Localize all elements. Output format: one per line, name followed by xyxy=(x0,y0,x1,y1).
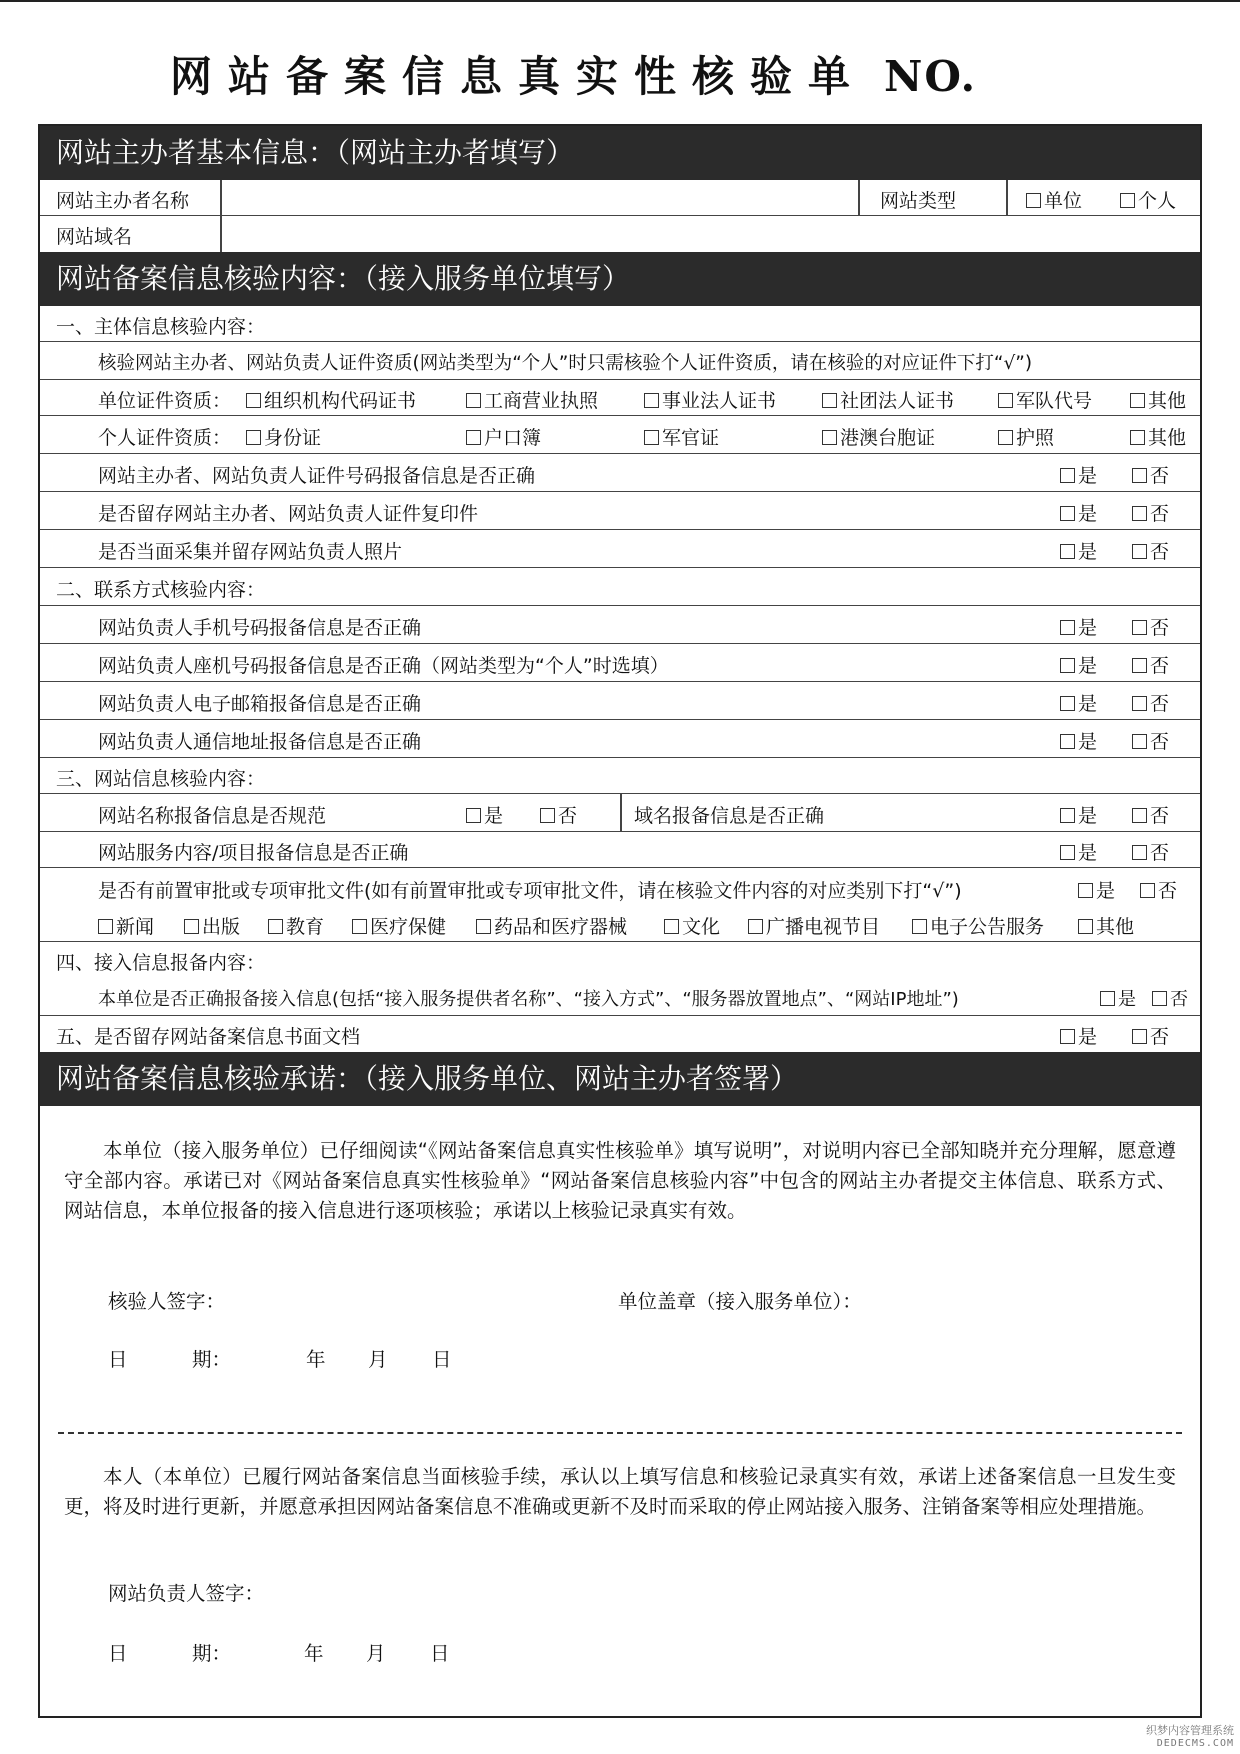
part1-instruction-row xyxy=(40,342,1200,380)
part4-heading: 四、接入信息报备内容： xyxy=(56,952,266,974)
checkbox[interactable] xyxy=(1060,620,1075,635)
part3-heading-row xyxy=(40,758,1200,794)
checkbox[interactable] xyxy=(246,430,261,445)
no-option[interactable] xyxy=(1132,537,1169,564)
option-label: 身份证 xyxy=(264,427,322,449)
part3-q1-row xyxy=(40,794,1200,832)
row-domain xyxy=(40,216,1200,252)
checkbox[interactable] xyxy=(268,919,283,934)
no-label: 否 xyxy=(1150,617,1170,639)
commitment-paragraph-unit: 本单位（接入服务单位）已仔细阅读“《网站备案信息真实性核验单》填写说明”，对说明内容已全部知晓并充分理解，愿意遵守全部内容。承诺已对《网站备案信息真实性核验单》“网站备案信息核验内容”中包含的网站主办者提交主体信息、联系方式、网站信息，本单位报备的接入信息进行逐项核验；承诺以上核验记录真实有效。 xyxy=(64,1139,1176,1222)
yes-label: 是 xyxy=(1078,655,1098,677)
title-text: 网站备案信息真实性核验单 xyxy=(170,52,867,101)
checkbox[interactable] xyxy=(1026,193,1041,208)
checkbox[interactable] xyxy=(1060,1029,1075,1044)
watermark xyxy=(1146,1724,1234,1750)
yes-option[interactable] xyxy=(1060,537,1097,564)
checkbox[interactable] xyxy=(466,430,481,445)
part3-heading: 三、网站信息核验内容： xyxy=(56,768,266,790)
unit-seal-label: 单位盖章（接入服务单位）： xyxy=(618,1290,862,1313)
question-text: 网站负责人电子邮箱报备信息是否正确 xyxy=(98,693,422,715)
option-label: 广播电视节目 xyxy=(766,916,881,938)
checkbox[interactable] xyxy=(466,393,481,408)
option-label: 电子公告服务 xyxy=(930,916,1045,938)
unit-cert-option[interactable] xyxy=(246,386,416,413)
part4-q1-row xyxy=(40,978,1200,1016)
top-border-line xyxy=(0,0,1240,2)
unit-cert-option[interactable] xyxy=(998,386,1092,413)
personal-cert-option[interactable] xyxy=(644,423,719,450)
yes-option[interactable] xyxy=(1078,876,1115,903)
option-label: 组织机构代码证书 xyxy=(264,390,417,412)
checkbox[interactable] xyxy=(1060,468,1075,483)
checkbox[interactable] xyxy=(246,393,261,408)
yes-label: 是 xyxy=(1096,880,1116,902)
commitment-paragraph-owner: 本人（本单位）已履行网站备案信息当面核验手续，承认以上填写信息和核验记录真实有效，承诺上述备案信息一旦发生变更，将及时进行更新，并愿意承担因网站备案信息不准确或更新不及时而采取的停止网站接入服务、注销备案等相应处理措施。 xyxy=(64,1465,1176,1518)
option-label: 医疗保健 xyxy=(370,916,447,938)
checkbox[interactable] xyxy=(1060,506,1075,521)
checkbox[interactable] xyxy=(998,393,1013,408)
owner-name-label: 网站主办者名称 xyxy=(56,190,190,212)
title-number-label: NO. xyxy=(884,52,978,101)
checkbox[interactable] xyxy=(1132,808,1147,823)
yes-option[interactable] xyxy=(1100,985,1136,1011)
watermark-line2: DEDECMS.COM xyxy=(1156,1738,1234,1749)
owner-name-field[interactable] xyxy=(222,180,858,214)
checkbox[interactable] xyxy=(1140,883,1155,898)
yes-label: 是 xyxy=(1078,693,1098,715)
divider xyxy=(1006,180,1008,216)
checkbox[interactable] xyxy=(998,430,1013,445)
site-type-unit-option[interactable] xyxy=(1026,186,1082,213)
part1-q1-row xyxy=(40,454,1200,492)
no-option[interactable] xyxy=(1132,613,1169,640)
checkbox[interactable] xyxy=(1132,506,1147,521)
no-option[interactable] xyxy=(1132,727,1169,754)
part1-heading-row xyxy=(40,306,1200,342)
site-type-personal-option[interactable] xyxy=(1120,186,1176,213)
year-label: 年 xyxy=(306,1348,326,1371)
checkbox[interactable] xyxy=(1060,658,1075,673)
question-text: 是否当面采集并留存网站负责人照片 xyxy=(98,541,403,563)
checkbox[interactable] xyxy=(912,919,927,934)
watermark-line1: 织梦内容管理系统 xyxy=(1146,1724,1234,1737)
no-label: 否 xyxy=(1170,989,1188,1010)
checkbox[interactable] xyxy=(1132,1029,1147,1044)
part1-instruction: 核验网站主办者、网站负责人证件资质(网站类型为“个人”时只需核验个人证件资质，请在核验的对应证件下打“√”) xyxy=(98,353,1033,374)
part1-q3-row xyxy=(40,530,1200,568)
yes-option[interactable] xyxy=(1060,838,1097,865)
owner-signature-label: 网站负责人签字： xyxy=(108,1582,265,1605)
category-option[interactable] xyxy=(912,912,1044,939)
personal-cert-option[interactable] xyxy=(822,423,935,450)
owner-signature-field[interactable] xyxy=(276,1572,676,1608)
personal-cert-label: 个人证件资质： xyxy=(98,427,232,449)
checkbox[interactable] xyxy=(1078,883,1093,898)
personal-cert-row xyxy=(40,416,1200,454)
domain-field[interactable] xyxy=(222,216,1200,252)
no-label: 否 xyxy=(1150,541,1170,563)
personal-cert-option[interactable] xyxy=(998,423,1054,450)
checkbox[interactable] xyxy=(644,430,659,445)
checkbox[interactable] xyxy=(1132,734,1147,749)
checkbox[interactable] xyxy=(1132,658,1147,673)
date-label: 期： xyxy=(192,1348,232,1371)
part1-heading: 一、主体信息核验内容： xyxy=(56,316,266,338)
part4-heading-row xyxy=(40,942,1200,978)
date-label: 日 xyxy=(108,1642,128,1665)
option-label: 文化 xyxy=(682,916,721,938)
no-label: 否 xyxy=(1150,842,1170,864)
question-text: 网站名称报备信息是否规范 xyxy=(98,805,327,827)
no-option[interactable] xyxy=(1132,651,1169,678)
question-text: 网站负责人座机号码报备信息是否正确（网站类型为“个人”时选填） xyxy=(98,655,669,677)
section-header-basic-info: 网站主办者基本信息：（网站主办者填写） xyxy=(40,126,1200,180)
checkbox[interactable] xyxy=(1132,845,1147,860)
category-option[interactable] xyxy=(664,912,720,939)
part3-q3-row xyxy=(40,832,1200,868)
yes-option[interactable] xyxy=(1060,613,1097,640)
date-label: 期： xyxy=(192,1642,232,1665)
no-label: 否 xyxy=(1150,731,1170,753)
checkbox[interactable] xyxy=(644,393,659,408)
unit-cert-option[interactable] xyxy=(822,386,954,413)
no-option[interactable] xyxy=(1152,985,1188,1011)
checkbox[interactable] xyxy=(352,919,367,934)
option-label: 军官证 xyxy=(662,427,720,449)
no-label: 否 xyxy=(1150,465,1170,487)
checkbox[interactable] xyxy=(466,808,481,823)
part5-heading: 五、是否留存网站备案信息书面文档 xyxy=(56,1026,361,1048)
yes-label: 是 xyxy=(1078,503,1098,525)
divider xyxy=(620,794,622,832)
category-option[interactable] xyxy=(98,912,154,939)
checkbox[interactable] xyxy=(664,919,679,934)
no-option[interactable] xyxy=(1140,876,1177,903)
yes-option[interactable] xyxy=(1060,1022,1097,1049)
checkbox[interactable] xyxy=(1078,919,1093,934)
part2-q2-row xyxy=(40,644,1200,682)
option-label: 护照 xyxy=(1016,427,1055,449)
no-label: 否 xyxy=(1150,1026,1170,1048)
question-text: 网站负责人通信地址报备信息是否正确 xyxy=(98,731,422,753)
yes-label: 是 xyxy=(1078,1026,1098,1048)
checkbox[interactable] xyxy=(1120,193,1135,208)
option-label: 社团法人证书 xyxy=(840,390,955,412)
checkbox[interactable] xyxy=(98,919,113,934)
part2-q3-row xyxy=(40,682,1200,720)
checkbox[interactable] xyxy=(822,430,837,445)
no-label: 否 xyxy=(1150,655,1170,677)
checkbox[interactable] xyxy=(1060,696,1075,711)
year-label: 年 xyxy=(304,1642,324,1665)
option-label: 教育 xyxy=(286,916,325,938)
page-title xyxy=(170,44,977,104)
site-type-label: 网站类型 xyxy=(880,190,957,212)
question-text: 网站负责人手机号码报备信息是否正确 xyxy=(98,617,422,639)
checkbox[interactable] xyxy=(1132,696,1147,711)
domain-label: 网站域名 xyxy=(56,226,133,248)
yes-option[interactable] xyxy=(1060,499,1097,526)
part1-q2-row xyxy=(40,492,1200,530)
option-label: 新闻 xyxy=(116,916,155,938)
yes-option[interactable] xyxy=(1060,461,1097,488)
checkbox[interactable] xyxy=(1132,468,1147,483)
no-option[interactable] xyxy=(1132,499,1169,526)
yes-label: 是 xyxy=(1078,617,1098,639)
part3-q4-row xyxy=(40,868,1200,942)
yes-label: 是 xyxy=(1078,541,1098,563)
checkbox[interactable] xyxy=(1130,393,1145,408)
no-label: 否 xyxy=(1158,880,1178,902)
unit-cert-option[interactable] xyxy=(466,386,598,413)
row-owner-name xyxy=(40,180,1200,216)
checkbox[interactable] xyxy=(476,919,491,934)
part2-heading-row xyxy=(40,568,1200,606)
checkbox[interactable] xyxy=(1060,734,1075,749)
checkbox[interactable] xyxy=(1060,808,1075,823)
yes-option[interactable] xyxy=(1060,801,1097,828)
unit-cert-row xyxy=(40,380,1200,416)
category-option[interactable] xyxy=(352,912,446,939)
checkbox[interactable] xyxy=(1100,991,1115,1006)
part5-row xyxy=(40,1016,1200,1052)
question-text: 本单位是否正确报备接入信息(包括“接入服务提供者名称”、“接入方式”、“服务器放置地点”、“网站IP地址”) xyxy=(98,989,959,1010)
yes-label: 是 xyxy=(1118,989,1136,1010)
personal-cert-option[interactable] xyxy=(466,423,541,450)
option-label: 药品和医疗器械 xyxy=(494,916,628,938)
no-option[interactable] xyxy=(1132,461,1169,488)
site-type-personal-label: 个人 xyxy=(1138,190,1177,212)
option-label: 其他 xyxy=(1148,390,1187,412)
yes-option[interactable] xyxy=(466,801,503,828)
yes-label: 是 xyxy=(484,805,504,827)
option-label: 工商营业执照 xyxy=(484,390,599,412)
part2-q1-row xyxy=(40,606,1200,644)
yes-option[interactable] xyxy=(1060,689,1097,716)
option-label: 户口簿 xyxy=(484,427,542,449)
option-label: 军队代号 xyxy=(1016,390,1093,412)
personal-cert-option[interactable] xyxy=(1130,423,1186,450)
part2-heading: 二、联系方式核验内容： xyxy=(56,579,266,601)
yes-label: 是 xyxy=(1078,805,1098,827)
category-option[interactable] xyxy=(476,912,627,939)
no-label: 否 xyxy=(1150,503,1170,525)
no-option[interactable] xyxy=(540,801,577,828)
personal-cert-option[interactable] xyxy=(246,423,321,450)
yes-label: 是 xyxy=(1078,731,1098,753)
checkbox[interactable] xyxy=(1152,991,1167,1006)
checkbox[interactable] xyxy=(1132,620,1147,635)
section-header-verification: 网站备案信息核验内容：（接入服务单位填写） xyxy=(40,252,1200,306)
unit-cert-option[interactable] xyxy=(644,386,776,413)
no-label: 否 xyxy=(1150,805,1170,827)
yes-label: 是 xyxy=(1078,465,1098,487)
unit-cert-label: 单位证件资质： xyxy=(98,390,232,412)
verifier-signature-label: 核验人签字： xyxy=(108,1290,226,1313)
category-option[interactable] xyxy=(268,912,324,939)
date-label: 日 xyxy=(108,1348,128,1371)
unit-seal-field[interactable] xyxy=(880,1280,1180,1316)
option-label: 出版 xyxy=(202,916,241,938)
category-option[interactable] xyxy=(184,912,240,939)
option-label: 事业法人证书 xyxy=(662,390,777,412)
checkbox[interactable] xyxy=(748,919,763,934)
part2-q4-row xyxy=(40,720,1200,758)
category-option[interactable] xyxy=(748,912,880,939)
no-option[interactable] xyxy=(1132,801,1169,828)
no-option[interactable] xyxy=(1132,689,1169,716)
yes-option[interactable] xyxy=(1060,651,1097,678)
category-option[interactable] xyxy=(1078,912,1134,939)
section-header-commitment: 网站备案信息核验承诺：（接入服务单位、网站主办者签署） xyxy=(40,1052,1200,1106)
month-label: 月 xyxy=(366,1642,386,1665)
question-text: 是否有前置审批或专项审批文件(如有前置审批或专项审批文件，请在核验文件内容的对应类别下打“√”) xyxy=(98,880,962,902)
no-label: 否 xyxy=(1150,693,1170,715)
checkbox[interactable] xyxy=(1132,544,1147,559)
checkbox[interactable] xyxy=(1060,544,1075,559)
checkbox[interactable] xyxy=(540,808,555,823)
dashed-separator xyxy=(58,1432,1182,1434)
no-option[interactable] xyxy=(1132,838,1169,865)
no-label: 否 xyxy=(558,805,578,827)
checkbox[interactable] xyxy=(822,393,837,408)
day-label: 日 xyxy=(430,1642,450,1665)
verifier-signature-field[interactable] xyxy=(236,1280,596,1316)
site-type-unit-label: 单位 xyxy=(1044,190,1083,212)
checkbox[interactable] xyxy=(1130,430,1145,445)
checkbox[interactable] xyxy=(184,919,199,934)
question-text: 网站主办者、网站负责人证件号码报备信息是否正确 xyxy=(98,465,536,487)
form-frame xyxy=(38,124,1202,1718)
option-label: 港澳台胞证 xyxy=(840,427,936,449)
divider xyxy=(858,180,860,216)
option-label: 其他 xyxy=(1148,427,1187,449)
option-label: 其他 xyxy=(1096,916,1135,938)
month-label: 月 xyxy=(368,1348,388,1371)
question-text: 网站服务内容/项目报备信息是否正确 xyxy=(98,842,409,864)
question-text: 域名报备信息是否正确 xyxy=(634,805,825,827)
no-option[interactable] xyxy=(1132,1022,1169,1049)
yes-option[interactable] xyxy=(1060,727,1097,754)
unit-cert-option[interactable] xyxy=(1130,386,1186,413)
yes-label: 是 xyxy=(1078,842,1098,864)
checkbox[interactable] xyxy=(1060,845,1075,860)
question-text: 是否留存网站主办者、网站负责人证件复印件 xyxy=(98,503,479,525)
day-label: 日 xyxy=(432,1348,452,1371)
